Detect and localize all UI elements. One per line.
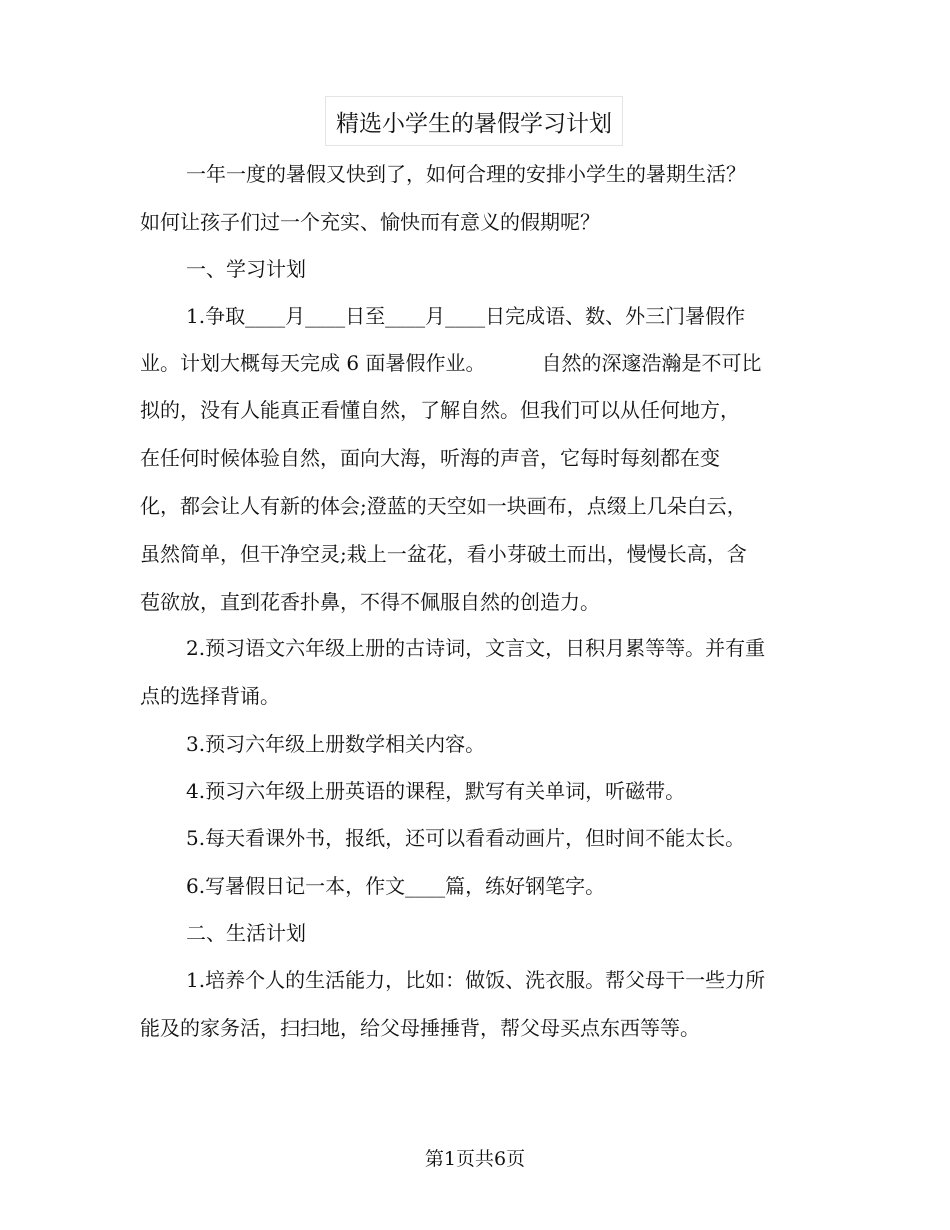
item2-line-2: 点的选择背诵。 [140,684,280,708]
item1-line-2b: 自然的深邃浩瀚是不可比 [541,351,762,375]
section-heading-study: 一、学习计划 [186,257,306,281]
page-number-footer: 第1页共6页 [424,1148,526,1170]
intro-line-1: 一年一度的暑假又快到了，如何合理的安排小学生的暑期生活？ [186,162,746,186]
item1-line-2a: 业。计划大概每天完成 6 面暑假作业。 [140,351,486,375]
item2-line-1: 2.预习语文六年级上册的古诗词，文言文，日积月累等等。并有重 [186,636,766,660]
item1-line-6: 虽然简单，但干净空灵;栽上一盆花，看小芽破土而出，慢慢长高，含 [140,542,747,566]
intro-line-2: 如何让孩子们过一个充实、愉快而有意义的假期呢？ [140,210,600,234]
item1-line-1: 1.争取____月____日至____月____日完成语、数、外三门暑假作 [186,304,746,328]
item1-line-3: 拟的，没有人能真正看懂自然，了解自然。但我们可以从任何地方， [140,398,740,422]
item3-line: 3.预习六年级上册数学相关内容。 [186,732,486,756]
item1-line-7: 苞欲放，直到花香扑鼻，不得不佩服自然的创造力。 [140,590,600,614]
life1-line-1: 1.培养个人的生活能力，比如：做饭、洗衣服。帮父母干一些力所 [186,968,766,992]
item1-line-2 [140,351,761,375]
item5-line: 5.每天看课外书，报纸，还可以看看动画片，但时间不能太长。 [186,826,746,850]
item1-line-5: 化，都会让人有新的体会;澄蓝的天空如一块画布，点缀上几朵白云， [140,494,747,518]
item1-line-4: 在任何时候体验自然，面向大海，听海的声音，它每时每刻都在变 [140,446,720,470]
title-box [325,96,623,146]
life1-line-2: 能及的家务活，扫扫地，给父母捶捶背，帮父母买点东西等等。 [140,1016,700,1040]
document-title: 精选小学生的暑假学习计划 [336,110,612,137]
section-heading-life: 二、生活计划 [186,921,306,945]
item4-line: 4.预习六年级上册英语的课程，默写有关单词，听磁带。 [186,779,686,803]
item6-line: 6.写暑假日记一本，作文____篇，练好钢笔字。 [186,874,606,898]
